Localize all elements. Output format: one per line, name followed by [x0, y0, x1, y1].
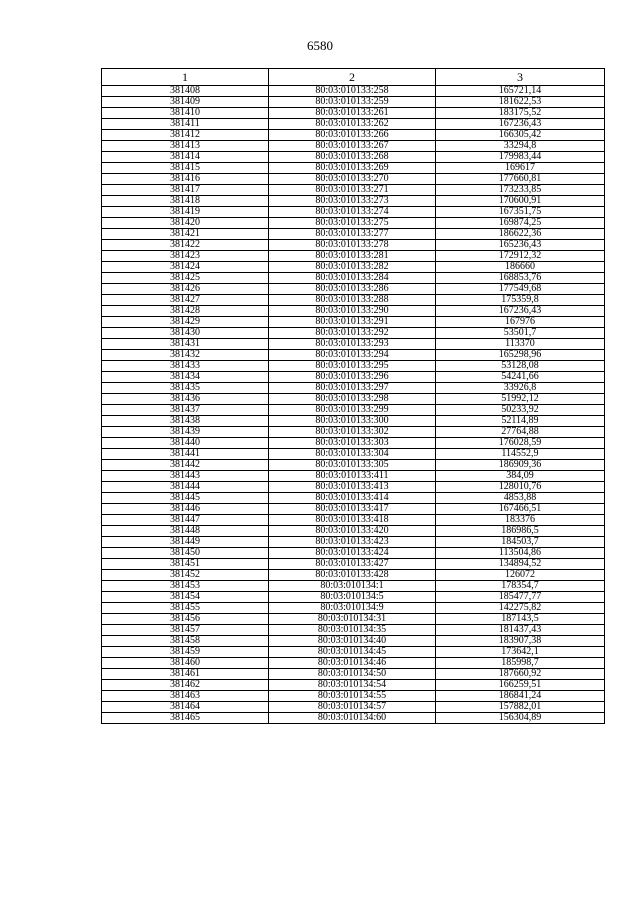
column-header-3: 3: [436, 69, 605, 86]
cell-number: 381451: [102, 559, 269, 570]
cell-cadastral-number: 80:03:010133:295: [269, 361, 436, 372]
cell-cadastral-number: 80:03:010133:296: [269, 372, 436, 383]
table-row: [102, 416, 605, 427]
cell-cadastral-number: 80:03:010134:9: [269, 603, 436, 614]
cell-value: 187660,92: [436, 669, 605, 680]
cell-cadastral-number: 80:03:010133:261: [269, 108, 436, 119]
cell-value: 113504,86: [436, 548, 605, 559]
cell-cadastral-number: 80:03:010133:424: [269, 548, 436, 559]
cell-number: 381427: [102, 295, 269, 306]
cell-value: 167466,51: [436, 504, 605, 515]
cell-number: 381460: [102, 658, 269, 669]
cell-number: 381461: [102, 669, 269, 680]
cell-number: 381420: [102, 218, 269, 229]
cell-value: 177549,68: [436, 284, 605, 295]
cell-number: 381462: [102, 680, 269, 691]
cell-value: 186622,36: [436, 229, 605, 240]
table-row: [102, 284, 605, 295]
cell-cadastral-number: 80:03:010133:271: [269, 185, 436, 196]
table-row: [102, 295, 605, 306]
cell-number: 381465: [102, 713, 269, 724]
cell-number: 381452: [102, 570, 269, 581]
cell-value: 128010,76: [436, 482, 605, 493]
table-row: [102, 504, 605, 515]
cell-value: 187143,5: [436, 614, 605, 625]
table-row: [102, 273, 605, 284]
cell-value: 114552,9: [436, 449, 605, 460]
table-row: [102, 482, 605, 493]
cell-number: 381413: [102, 141, 269, 152]
cell-value: 177660,81: [436, 174, 605, 185]
cell-cadastral-number: 80:03:010133:293: [269, 339, 436, 350]
table-row: [102, 119, 605, 130]
cell-cadastral-number: 80:03:010133:305: [269, 460, 436, 471]
cell-cadastral-number: 80:03:010133:300: [269, 416, 436, 427]
cell-value: 165298,96: [436, 350, 605, 361]
cell-value: 173642,1: [436, 647, 605, 658]
cell-number: 381439: [102, 427, 269, 438]
table-row: [102, 493, 605, 504]
table-row: [102, 438, 605, 449]
table-body: [102, 86, 605, 724]
cell-cadastral-number: 80:03:010133:420: [269, 526, 436, 537]
cell-cadastral-number: 80:03:010133:291: [269, 317, 436, 328]
cell-value: 167236,43: [436, 119, 605, 130]
cell-cadastral-number: 80:03:010134:40: [269, 636, 436, 647]
table-row: [102, 328, 605, 339]
table-header-row: [102, 69, 605, 86]
cell-value: 183175,52: [436, 108, 605, 119]
cell-number: 381463: [102, 691, 269, 702]
cell-cadastral-number: 80:03:010133:428: [269, 570, 436, 581]
cell-number: 381456: [102, 614, 269, 625]
cell-value: 113370: [436, 339, 605, 350]
table-row: [102, 174, 605, 185]
cell-cadastral-number: 80:03:010133:294: [269, 350, 436, 361]
table-row: [102, 449, 605, 460]
cell-number: 381464: [102, 702, 269, 713]
cell-cadastral-number: 80:03:010133:269: [269, 163, 436, 174]
cell-number: 381408: [102, 86, 269, 97]
cell-cadastral-number: 80:03:010133:274: [269, 207, 436, 218]
data-table: [101, 68, 605, 724]
cell-number: 381435: [102, 383, 269, 394]
cell-value: 172912,32: [436, 251, 605, 262]
cell-number: 381412: [102, 130, 269, 141]
table-row: [102, 372, 605, 383]
table-row: [102, 262, 605, 273]
cell-cadastral-number: 80:03:010133:286: [269, 284, 436, 295]
cell-number: 381432: [102, 350, 269, 361]
table-row: [102, 636, 605, 647]
table-row: [102, 713, 605, 724]
table-row: [102, 592, 605, 603]
cell-number: 381425: [102, 273, 269, 284]
cell-number: 381445: [102, 493, 269, 504]
cell-value: 185998,7: [436, 658, 605, 669]
table-row: [102, 361, 605, 372]
cell-number: 381449: [102, 537, 269, 548]
table-row: [102, 218, 605, 229]
cell-cadastral-number: 80:03:010133:423: [269, 537, 436, 548]
cell-cadastral-number: 80:03:010133:270: [269, 174, 436, 185]
cell-number: 381454: [102, 592, 269, 603]
cell-value: 169617: [436, 163, 605, 174]
cell-cadastral-number: 80:03:010134:31: [269, 614, 436, 625]
table-row: [102, 141, 605, 152]
table-row: [102, 229, 605, 240]
cell-cadastral-number: 80:03:010133:267: [269, 141, 436, 152]
cell-cadastral-number: 80:03:010133:299: [269, 405, 436, 416]
cell-number: 381448: [102, 526, 269, 537]
cell-number: 381411: [102, 119, 269, 130]
cell-value: 384,09: [436, 471, 605, 482]
table-row: [102, 680, 605, 691]
cell-value: 168853,76: [436, 273, 605, 284]
table-row: [102, 306, 605, 317]
cell-value: 53501,7: [436, 328, 605, 339]
column-header-2: 2: [269, 69, 436, 86]
cell-cadastral-number: 80:03:010133:414: [269, 493, 436, 504]
cell-cadastral-number: 80:03:010133:275: [269, 218, 436, 229]
cell-value: 166305,42: [436, 130, 605, 141]
cell-cadastral-number: 80:03:010133:292: [269, 328, 436, 339]
cell-value: 165721,14: [436, 86, 605, 97]
cell-number: 381430: [102, 328, 269, 339]
cell-number: 381450: [102, 548, 269, 559]
cell-number: 381426: [102, 284, 269, 295]
cell-cadastral-number: 80:03:010133:268: [269, 152, 436, 163]
cell-cadastral-number: 80:03:010134:1: [269, 581, 436, 592]
table-row: [102, 548, 605, 559]
table-row: [102, 559, 605, 570]
cell-number: 381434: [102, 372, 269, 383]
cell-value: 183376: [436, 515, 605, 526]
cell-cadastral-number: 80:03:010133:411: [269, 471, 436, 482]
table-row: [102, 570, 605, 581]
cell-value: 186841,24: [436, 691, 605, 702]
cell-number: 381431: [102, 339, 269, 350]
cell-number: 381436: [102, 394, 269, 405]
table-row: [102, 86, 605, 97]
cell-cadastral-number: 80:03:010134:5: [269, 592, 436, 603]
cell-cadastral-number: 80:03:010133:273: [269, 196, 436, 207]
table-row: [102, 152, 605, 163]
table-row: [102, 339, 605, 350]
cell-number: 381419: [102, 207, 269, 218]
table-row: [102, 471, 605, 482]
cell-number: 381455: [102, 603, 269, 614]
cell-cadastral-number: 80:03:010133:284: [269, 273, 436, 284]
cell-number: 381414: [102, 152, 269, 163]
cell-cadastral-number: 80:03:010133:298: [269, 394, 436, 405]
cell-cadastral-number: 80:03:010133:427: [269, 559, 436, 570]
cell-number: 381441: [102, 449, 269, 460]
cell-value: 51992,12: [436, 394, 605, 405]
table-row: [102, 669, 605, 680]
cell-cadastral-number: 80:03:010133:278: [269, 240, 436, 251]
cell-number: 381422: [102, 240, 269, 251]
cell-number: 381410: [102, 108, 269, 119]
cell-value: 4853,88: [436, 493, 605, 504]
cell-number: 381453: [102, 581, 269, 592]
cell-number: 381443: [102, 471, 269, 482]
cell-number: 381418: [102, 196, 269, 207]
table-row: [102, 130, 605, 141]
cell-number: 381447: [102, 515, 269, 526]
cell-cadastral-number: 80:03:010133:266: [269, 130, 436, 141]
cell-value: 169874,25: [436, 218, 605, 229]
cell-value: 179983,44: [436, 152, 605, 163]
table-row: [102, 702, 605, 713]
cell-number: 381440: [102, 438, 269, 449]
cell-value: 185477,77: [436, 592, 605, 603]
table-row: [102, 427, 605, 438]
cell-value: 184503,7: [436, 537, 605, 548]
cell-value: 186909,36: [436, 460, 605, 471]
cell-number: 381438: [102, 416, 269, 427]
cell-cadastral-number: 80:03:010133:277: [269, 229, 436, 240]
cell-cadastral-number: 80:03:010133:297: [269, 383, 436, 394]
cell-number: 381409: [102, 97, 269, 108]
cell-value: 54241,66: [436, 372, 605, 383]
cell-cadastral-number: 80:03:010133:418: [269, 515, 436, 526]
table-row: [102, 603, 605, 614]
table-row: [102, 647, 605, 658]
table-row: [102, 317, 605, 328]
cell-value: 186660: [436, 262, 605, 273]
cell-number: 381415: [102, 163, 269, 174]
cell-number: 381416: [102, 174, 269, 185]
cell-number: 381417: [102, 185, 269, 196]
cell-cadastral-number: 80:03:010133:304: [269, 449, 436, 460]
cell-value: 173233,85: [436, 185, 605, 196]
cell-number: 381444: [102, 482, 269, 493]
table-row: [102, 405, 605, 416]
table-row: [102, 658, 605, 669]
table-row: [102, 614, 605, 625]
cell-cadastral-number: 80:03:010134:60: [269, 713, 436, 724]
table-row: [102, 460, 605, 471]
cell-number: 381421: [102, 229, 269, 240]
table-row: [102, 581, 605, 592]
cell-value: 176028,59: [436, 438, 605, 449]
table-row: [102, 97, 605, 108]
cell-cadastral-number: 80:03:010134:55: [269, 691, 436, 702]
cell-number: 381437: [102, 405, 269, 416]
cell-number: 381423: [102, 251, 269, 262]
cell-cadastral-number: 80:03:010133:413: [269, 482, 436, 493]
cell-cadastral-number: 80:03:010133:288: [269, 295, 436, 306]
cell-value: 50233,92: [436, 405, 605, 416]
table-row: [102, 196, 605, 207]
table-row: [102, 537, 605, 548]
cell-number: 381429: [102, 317, 269, 328]
cell-value: 167351,75: [436, 207, 605, 218]
table-row: [102, 383, 605, 394]
cell-value: 165236,43: [436, 240, 605, 251]
table-row: [102, 394, 605, 405]
cell-value: 167976: [436, 317, 605, 328]
table-row: [102, 207, 605, 218]
table-row: [102, 526, 605, 537]
table-row: [102, 251, 605, 262]
table-row: [102, 163, 605, 174]
cell-cadastral-number: 80:03:010134:54: [269, 680, 436, 691]
cell-number: 381433: [102, 361, 269, 372]
cell-value: 52114,89: [436, 416, 605, 427]
cell-cadastral-number: 80:03:010133:262: [269, 119, 436, 130]
table-row: [102, 691, 605, 702]
cell-cadastral-number: 80:03:010133:303: [269, 438, 436, 449]
cell-cadastral-number: 80:03:010133:258: [269, 86, 436, 97]
cell-value: 53128,08: [436, 361, 605, 372]
cell-number: 381428: [102, 306, 269, 317]
cell-value: 183907,38: [436, 636, 605, 647]
cell-cadastral-number: 80:03:010134:57: [269, 702, 436, 713]
cell-value: 142275,82: [436, 603, 605, 614]
cell-cadastral-number: 80:03:010133:282: [269, 262, 436, 273]
cell-value: 166259,51: [436, 680, 605, 691]
cell-value: 134894,52: [436, 559, 605, 570]
table-row: [102, 108, 605, 119]
cell-cadastral-number: 80:03:010133:281: [269, 251, 436, 262]
cell-value: 157882,01: [436, 702, 605, 713]
cell-value: 156304,89: [436, 713, 605, 724]
column-header-1: 1: [102, 69, 269, 86]
cell-value: 167236,43: [436, 306, 605, 317]
table-row: [102, 240, 605, 251]
cell-value: 126072: [436, 570, 605, 581]
cell-number: 381459: [102, 647, 269, 658]
cell-value: 181437,43: [436, 625, 605, 636]
cell-cadastral-number: 80:03:010133:290: [269, 306, 436, 317]
cell-value: 181622,53: [436, 97, 605, 108]
cell-value: 175359,8: [436, 295, 605, 306]
cell-cadastral-number: 80:03:010133:417: [269, 504, 436, 515]
cell-value: 27764,88: [436, 427, 605, 438]
cell-cadastral-number: 80:03:010134:45: [269, 647, 436, 658]
cell-cadastral-number: 80:03:010133:302: [269, 427, 436, 438]
cell-number: 381457: [102, 625, 269, 636]
table-row: [102, 185, 605, 196]
cell-number: 381446: [102, 504, 269, 515]
page-number: 6580: [307, 38, 333, 53]
cell-cadastral-number: 80:03:010133:259: [269, 97, 436, 108]
cell-value: 33294,8: [436, 141, 605, 152]
cell-value: 170600,91: [436, 196, 605, 207]
cell-cadastral-number: 80:03:010134:35: [269, 625, 436, 636]
cell-value: 178354,7: [436, 581, 605, 592]
table-row: [102, 515, 605, 526]
cell-number: 381442: [102, 460, 269, 471]
cell-cadastral-number: 80:03:010134:50: [269, 669, 436, 680]
cell-value: 33926,8: [436, 383, 605, 394]
cell-cadastral-number: 80:03:010134:46: [269, 658, 436, 669]
cell-number: 381424: [102, 262, 269, 273]
table-row: [102, 625, 605, 636]
cell-number: 381458: [102, 636, 269, 647]
table-row: [102, 350, 605, 361]
cell-value: 186986,5: [436, 526, 605, 537]
